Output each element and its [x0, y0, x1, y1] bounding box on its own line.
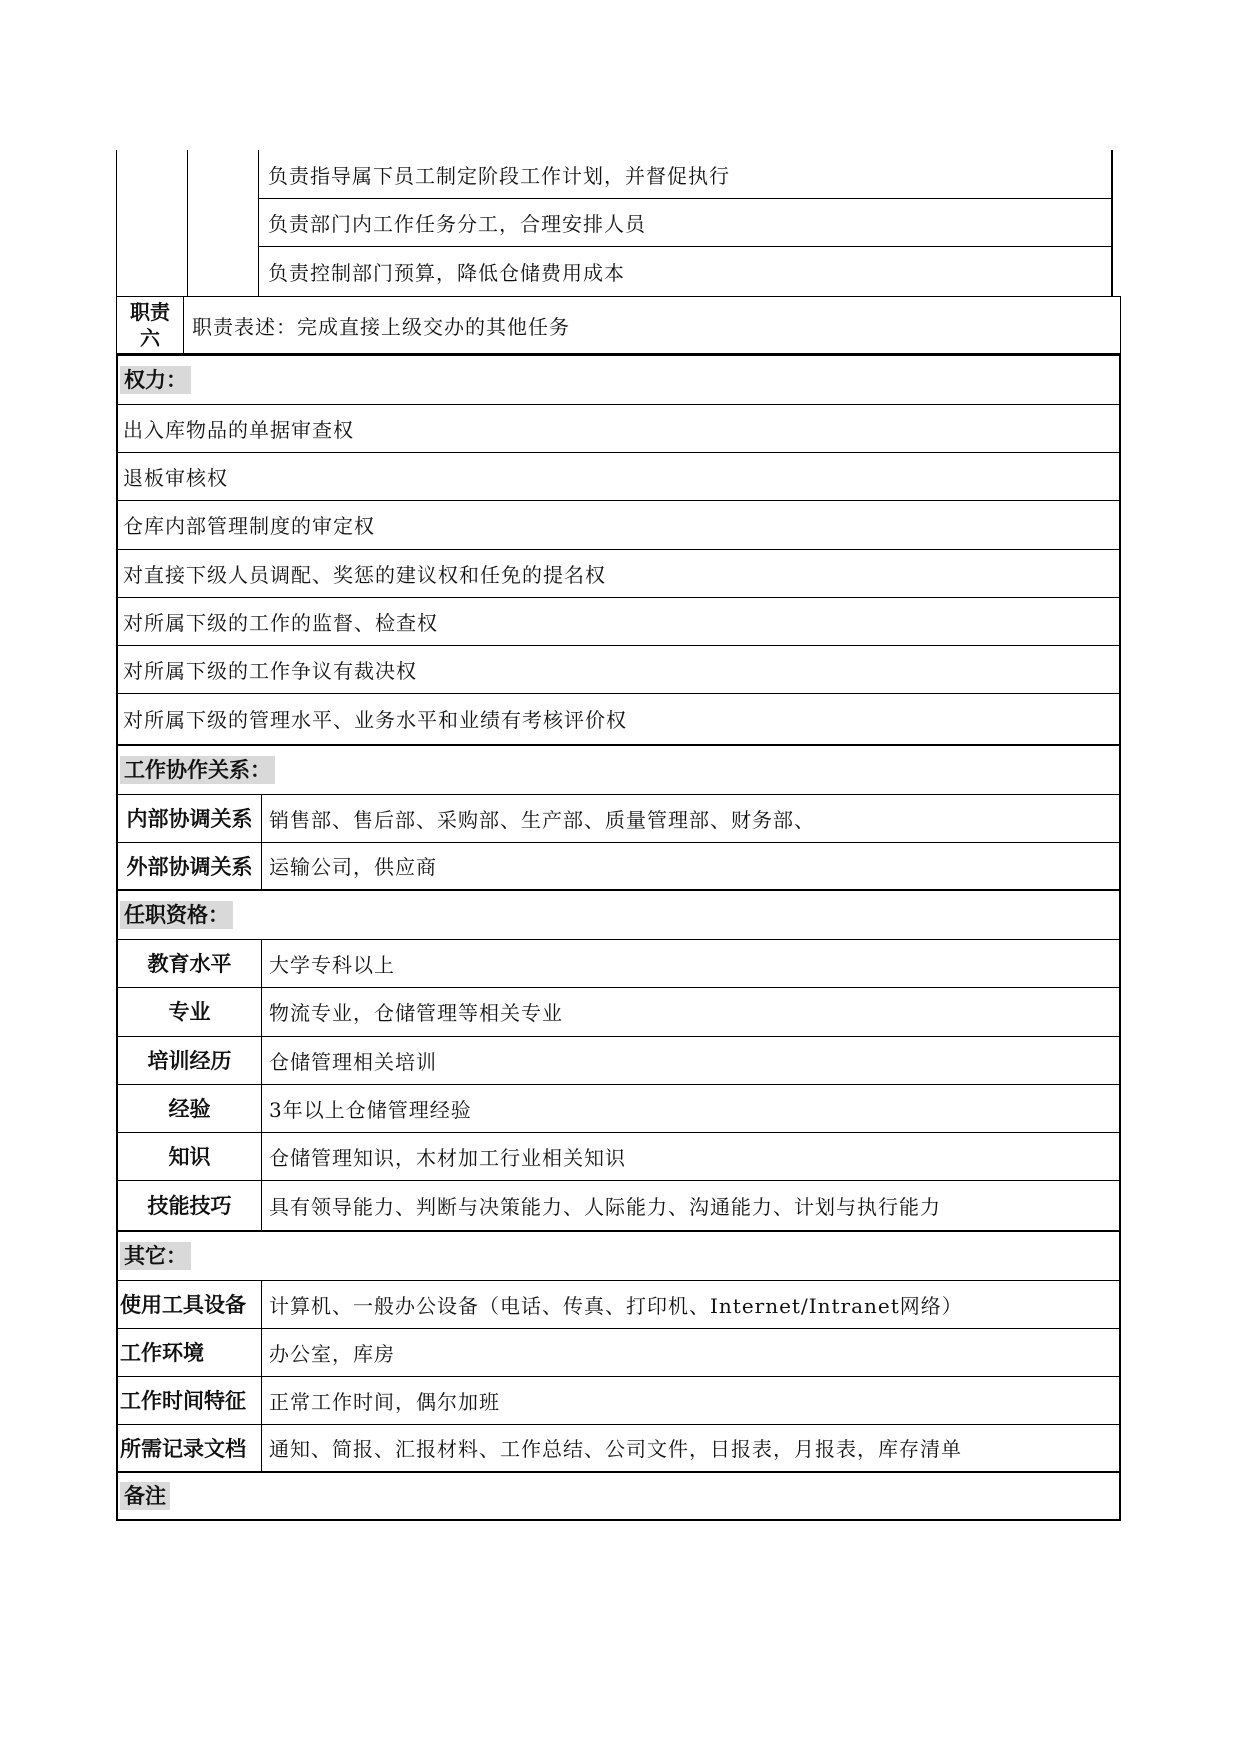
authority-item: 对所属下级的工作争议有裁决权: [123, 658, 417, 683]
cooperation-value: 销售部、售后部、采购部、生产部、质量管理部、财务部、: [269, 807, 815, 832]
authority-item: 对所属下级的工作的监督、检查权: [123, 610, 438, 635]
duty-line: 负责控制部门预算，降低仓储费用成本: [268, 260, 625, 285]
other-label: 所需记录文档: [120, 1436, 246, 1461]
authority-item: 出入库物品的单据审查权: [123, 417, 354, 442]
duty-six-label-line1: 职责: [130, 300, 170, 324]
duty-six-label: [117, 297, 183, 353]
other-value: 计算机、一般办公设备（电话、传真、打印机、Internet/Intranet网络）: [269, 1293, 963, 1318]
qualification-label: 教育水平: [147, 952, 232, 976]
duty-six-row: [116, 296, 1121, 354]
other-label: 使用工具设备: [120, 1293, 246, 1317]
column-divider: [1111, 150, 1112, 297]
authority-item: 对所属下级的管理水平、业务水平和业绩有考核评价权: [123, 708, 627, 732]
cooperation-label: 内部协调关系: [126, 807, 253, 831]
other-label: 工作环境: [120, 1341, 204, 1365]
qualification-value: 物流专业，仓储管理等相关专业: [269, 1000, 563, 1025]
qualification-value: 3年以上仓储管理经验: [269, 1097, 472, 1122]
qualification-label: 专业: [168, 1000, 211, 1024]
cooperation-heading-cell: [120, 746, 275, 794]
other-value: 正常工作时间，偶尔加班: [269, 1389, 500, 1414]
qualification-value: 大学专科以上: [269, 952, 395, 977]
duty-six-label-line2: 六: [140, 326, 160, 350]
qualification-label: 经验: [168, 1097, 211, 1121]
qualification-section: [116, 889, 1121, 1232]
authority-item: 退板审核权: [123, 465, 228, 490]
column-divider: [183, 297, 184, 353]
other-label: 工作时间特征: [120, 1389, 246, 1413]
column-divider: [187, 150, 188, 297]
qualification-value: 仓储管理知识，木材加工行业相关知识: [269, 1145, 626, 1170]
cooperation-label: 外部协调关系: [126, 854, 253, 879]
column-divider: [258, 150, 259, 297]
duty-line: 负责指导属下员工制定阶段工作计划，并督促执行: [268, 163, 730, 188]
qualification-heading-cell: [120, 891, 233, 939]
authority-heading-cell: [120, 356, 191, 404]
remarks-heading-cell: [120, 1473, 170, 1519]
qualification-label: 技能技巧: [147, 1194, 232, 1218]
cooperation-heading: 工作协作关系：: [120, 756, 275, 784]
cooperation-section: [116, 744, 1121, 891]
remarks-heading: 备注: [120, 1482, 170, 1510]
cooperation-value: 运输公司，供应商: [269, 855, 437, 879]
other-section: [116, 1230, 1121, 1473]
qualification-value: 具有领导能力、判断与决策能力、人际能力、沟通能力、计划与执行能力: [269, 1194, 941, 1219]
other-heading: 其它：: [120, 1242, 191, 1270]
qualification-heading: 任职资格：: [120, 901, 233, 929]
qualification-label: 知识: [168, 1145, 211, 1169]
authority-heading: 权力：: [120, 366, 191, 394]
authority-item: 仓库内部管理制度的审定权: [123, 513, 375, 538]
duty-line: 负责部门内工作任务分工，合理安排人员: [268, 211, 646, 236]
authority-item: 对直接下级人员调配、奖惩的建议权和任免的提名权: [123, 562, 606, 587]
duty-continuation-block: [116, 150, 1113, 297]
remarks-section: [116, 1471, 1121, 1521]
authority-section: [116, 354, 1121, 746]
qualification-value: 仓储管理相关培训: [269, 1049, 437, 1074]
duty-six-description: 职责表述：完成直接上级交办的其他任务: [192, 314, 570, 339]
row-divider: [118, 452, 1119, 453]
qualification-label: 培训经历: [147, 1049, 232, 1073]
other-heading-cell: [120, 1232, 191, 1280]
other-value: 办公室，库房: [269, 1341, 395, 1366]
other-value: 通知、简报、汇报材料、工作总结、公司文件，日报表，月报表，库存清单: [269, 1437, 962, 1461]
